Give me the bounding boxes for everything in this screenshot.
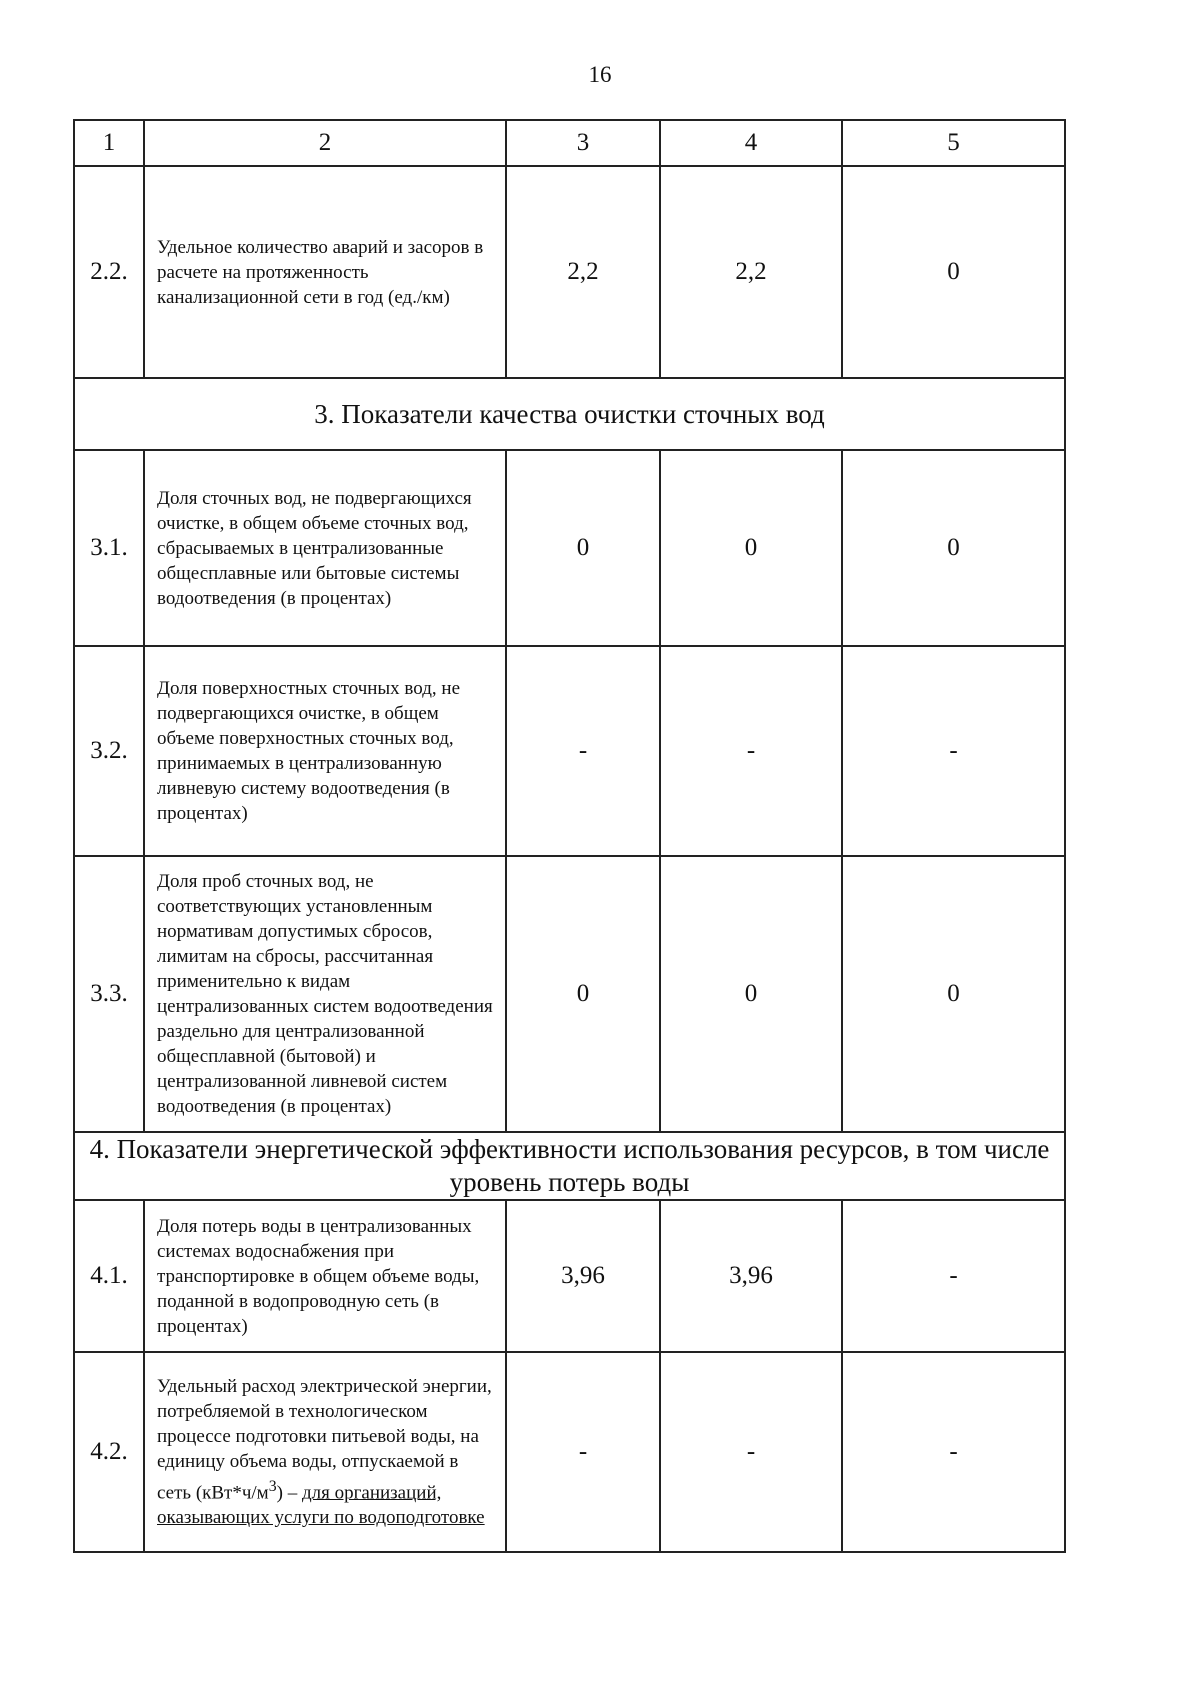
value-col3: 3,96: [506, 1200, 660, 1352]
value-col5: 0: [842, 450, 1065, 646]
row-description: Удельное количество аварий и засоров в расчете на протяженность канализационной сети в год (ед./км): [144, 166, 506, 378]
value-col4: 3,96: [660, 1200, 842, 1352]
row-number: 3.3.: [74, 856, 144, 1132]
value-col4: -: [660, 646, 842, 856]
table-row: [74, 450, 1065, 646]
section-row: [74, 1132, 1065, 1200]
row-description: Доля потерь воды в централизованных системах водоснабжения при транспортировке в общем объеме воды, поданной в водопроводную сеть (в процентах): [144, 1200, 506, 1352]
table-row: [74, 1352, 1065, 1552]
header-cell: 2: [144, 120, 506, 166]
value-col5: 0: [842, 856, 1065, 1132]
row-number: 4.2.: [74, 1352, 144, 1552]
value-col4: 2,2: [660, 166, 842, 378]
value-col5: 0: [842, 166, 1065, 378]
row-description: Доля сточных вод, не подвергающихся очистке, в общем объеме сточных вод, сбрасываемых в централизованные общесплавные или бытовые системы водоотведения (в процентах): [144, 450, 506, 646]
value-col4: 0: [660, 856, 842, 1132]
description-text: Удельный расход электрической энергии, потребляемой в технологическом процессе подготовки питьевой воды, на единицу объема воды, отпускаемой в сеть (кВт*ч/м: [157, 1375, 492, 1504]
table-row: [74, 646, 1065, 856]
row-number: 2.2.: [74, 166, 144, 378]
table-row: [74, 166, 1065, 378]
value-col5: -: [842, 1200, 1065, 1352]
row-description: Доля поверхностных сточных вод, не подвергающихся очистке, в общем объеме поверхностных сточных вод, принимаемых в централизованную ливневую систему водоотведения (в процентах): [144, 646, 506, 856]
row-description: [144, 1352, 506, 1552]
value-col5: -: [842, 646, 1065, 856]
header-cell: 3: [506, 120, 660, 166]
value-col5: -: [842, 1352, 1065, 1552]
row-number: 3.1.: [74, 450, 144, 646]
section-row: [74, 378, 1065, 450]
description-text: ) –: [276, 1482, 302, 1504]
row-number: 4.1.: [74, 1200, 144, 1352]
table-row: [74, 856, 1065, 1132]
page-number: 16: [588, 62, 612, 87]
header-cell: 1: [74, 120, 144, 166]
value-col3: 0: [506, 450, 660, 646]
value-col4: 0: [660, 450, 842, 646]
section-title: 4. Показатели энергетической эффективности использования ресурсов, в том числе уровень потерь воды: [74, 1132, 1065, 1200]
value-col3: -: [506, 646, 660, 856]
indicators-table: [73, 119, 1066, 1553]
table-row: [74, 1200, 1065, 1352]
value-col3: -: [506, 1352, 660, 1552]
header-cell: 4: [660, 120, 842, 166]
header-cell: 5: [842, 120, 1065, 166]
value-col3: 2,2: [506, 166, 660, 378]
row-description: Доля проб сточных вод, не соответствующих установленным нормативам допустимых сбросов, лимитам на сбросы, рассчитанная применительно к видам централизованных систем водоотведения раздельно для централизованной общесплавной (бытовой) и централизованной ливневой систем водоотведения (в процентах): [144, 856, 506, 1132]
row-number: 3.2.: [74, 646, 144, 856]
section-title: 3. Показатели качества очистки сточных вод: [74, 378, 1065, 450]
value-col4: -: [660, 1352, 842, 1552]
header-row: [74, 120, 1065, 166]
underlined-note: для организаций, оказывающих услуги по водоподготовке: [157, 1482, 485, 1529]
value-col3: 0: [506, 856, 660, 1132]
superscript-3: 3: [268, 1477, 277, 1495]
